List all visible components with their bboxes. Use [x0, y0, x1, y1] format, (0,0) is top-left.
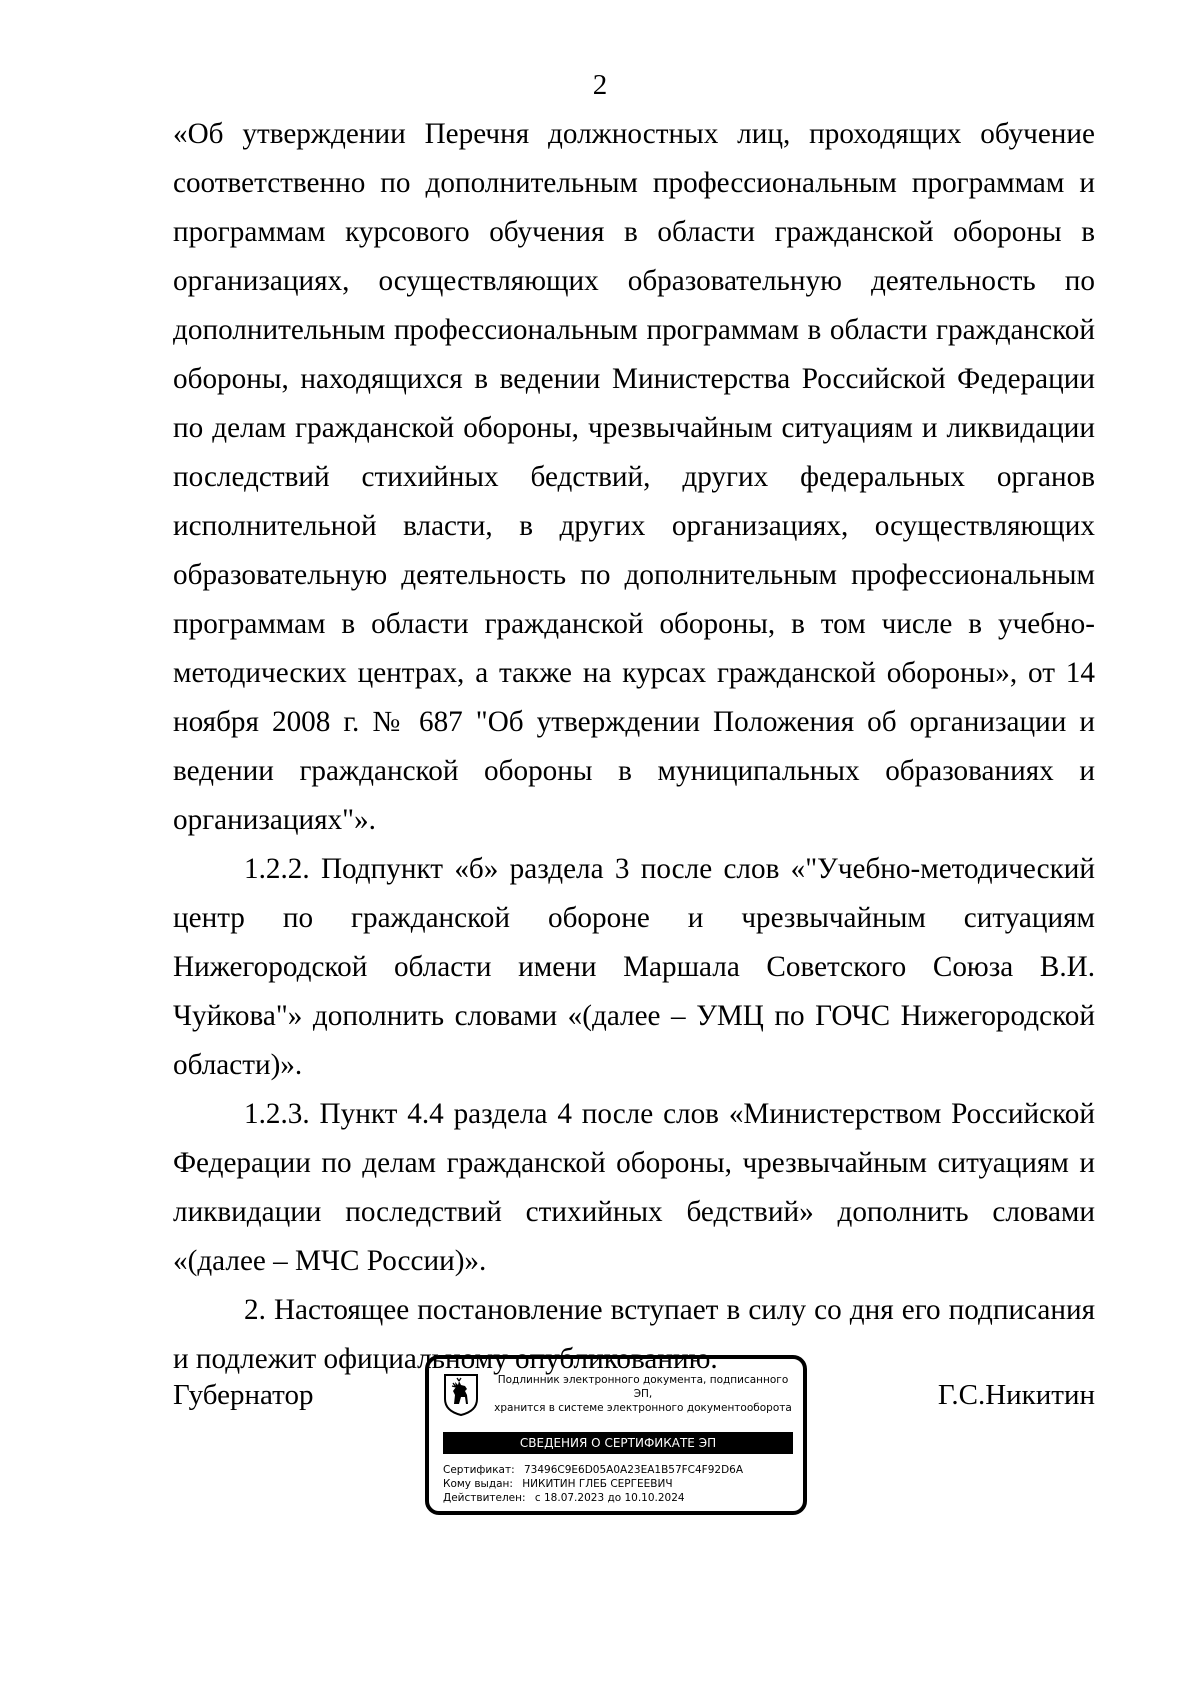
validity-row	[443, 1491, 799, 1505]
signatory-position: Губернатор	[173, 1379, 314, 1411]
certificate-value: 73496C9E6D05A0A23EA1B57FC4F92D6A	[523, 1464, 744, 1476]
issued-to-label: Кому выдан:	[443, 1478, 513, 1490]
certificate-info-bar: СВЕДЕНИЯ О СЕРТИФИКАТЕ ЭП	[443, 1432, 793, 1454]
validity-label: Действителен:	[443, 1492, 526, 1504]
issued-to-row	[443, 1477, 799, 1491]
certificate-label: Сертификат:	[443, 1464, 515, 1476]
paragraph-2: 2. Настоящее постановление вступает в силу со дня его подписания и подлежит официальному опубликованию.	[173, 1294, 1095, 1375]
stamp-header-line-2: хранится в системе электронного документооборота	[494, 1402, 792, 1414]
issued-to-value: НИКИТИН ГЛЕБ СЕРГЕЕВИЧ	[522, 1478, 673, 1490]
paragraph-1-2-2: 1.2.2. Подпункт «б» раздела 3 после слов «"Учебно-методический центр по гражданской обороне и чрезвычайным ситуациям Нижегородской области имени Маршала Советского Союза В.И. Чуйкова"» дополнить словами «(далее – УМЦ по ГОЧС Нижегородской области)».	[173, 853, 1095, 1081]
certificate-details	[443, 1463, 799, 1505]
deer-coat-of-arms-icon	[443, 1373, 479, 1417]
stamp-header-line-1: Подлинник электронного документа, подписанного ЭП,	[497, 1374, 789, 1400]
page-number: 2	[592, 69, 608, 101]
document-body	[173, 110, 1095, 1384]
paragraph-1: «Об утверждении Перечня должностных лиц, проходящих обучение соответственно по дополнительным профессиональным программам и программам курсового обучения в области гражданской обороны в организациях, осуществляющих образовательную деятельность по дополнительным профессиональным программам в области гражданской обороны, находящихся в ведении Министерства Российской Федерации по делам гражданской обороны, чрезвычайным ситуациям и ликвидации последствий стихийных бедствий, других федеральных органов исполнительной власти, в других организациях, осуществляющих образовательную деятельность по дополнительным профессиональным программам в области гражданской обороны, в том числе в учебно-методических центрах, а также на курсах гражданской обороны», от 14 ноября 2008 г. № 687 "Об утверждении Положения об организации и ведении гражданской обороны в муниципальных образованиях и организациях"».	[173, 118, 1095, 836]
stamp-header	[487, 1373, 799, 1415]
paragraph-1-2-3: 1.2.3. Пункт 4.4 раздела 4 после слов «Министерством Российской Федерации по делам гражданской обороны, чрезвычайным ситуациям и ликвидации последствий стихийных бедствий» дополнить словами «(далее – МЧС России)».	[173, 1098, 1095, 1277]
validity-value: с 18.07.2023 до 10.10.2024	[534, 1492, 685, 1504]
electronic-signature-stamp	[425, 1355, 807, 1515]
certificate-row	[443, 1463, 799, 1477]
signatory-name: Г.С.Никитин	[937, 1379, 1095, 1411]
